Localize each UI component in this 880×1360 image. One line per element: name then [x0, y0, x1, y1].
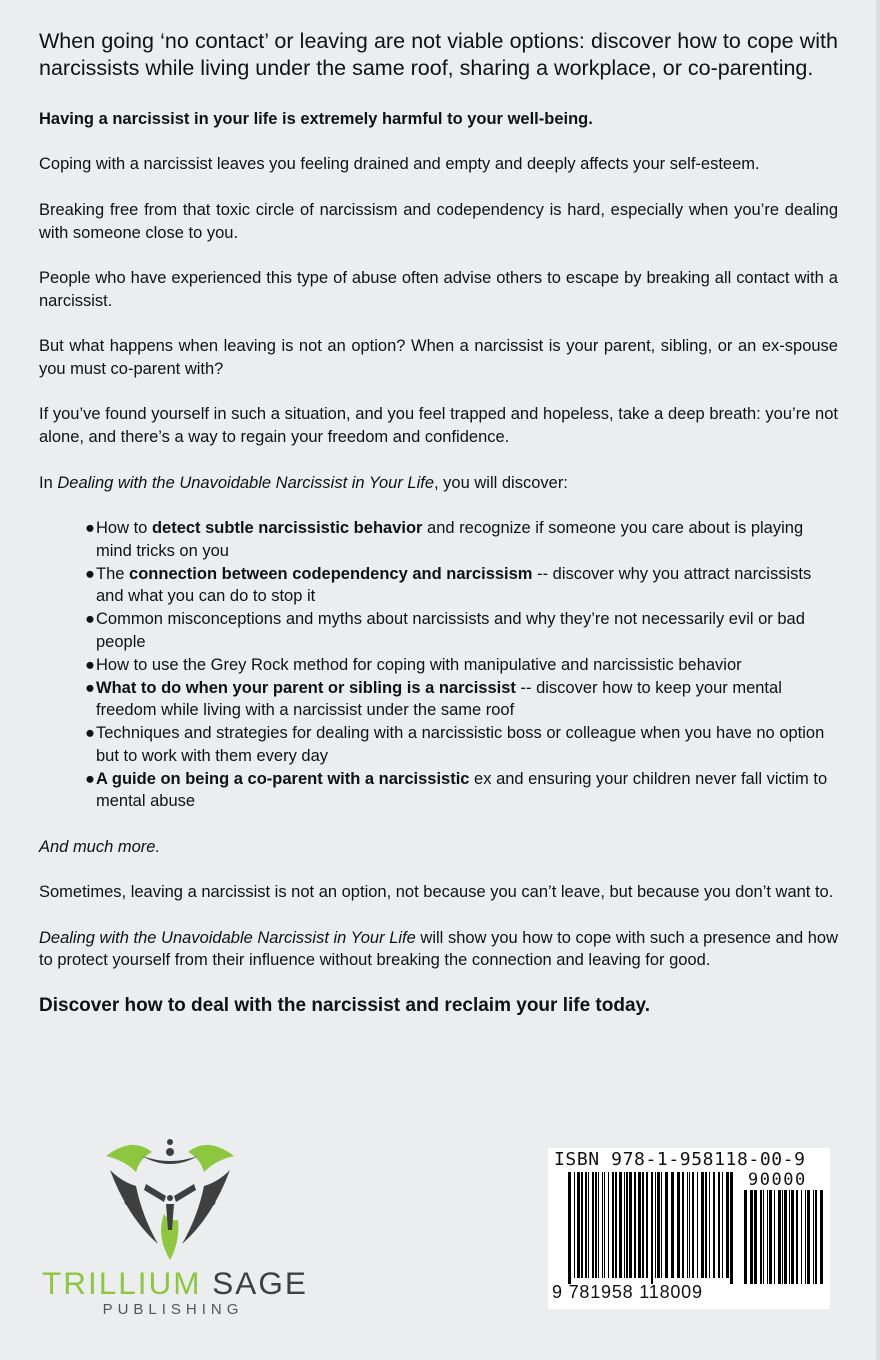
barcode-bar: [815, 1190, 817, 1284]
barcode-bar: [626, 1172, 628, 1278]
barcode-bar: [615, 1172, 617, 1278]
bullet-icon: ●: [85, 518, 95, 537]
barcode-bar: [807, 1190, 810, 1284]
barcode-bar: [782, 1190, 783, 1284]
barcode-bar: [767, 1190, 768, 1284]
paragraph-much-more: And much more.: [39, 837, 161, 856]
barcode-bar: [730, 1172, 733, 1284]
barcode-bar: [774, 1190, 775, 1284]
paragraph-drained: Coping with a narcissist leaves you feeling drained and empty and deeply affects your self-esteem.: [39, 155, 760, 174]
bullet-icon: ●: [85, 564, 95, 583]
barcode-bar: [760, 1190, 762, 1284]
barcode-bar: [604, 1172, 605, 1278]
ean-digits: 9 781958 118009: [552, 1282, 703, 1302]
barcode-bar: [813, 1190, 814, 1284]
barcode-bar: [595, 1172, 597, 1278]
list-item-bold: What to do when your parent or sibling is a narcissist: [96, 678, 516, 697]
lead-paragraph: When going ‘no contact’ or leaving are not viable options: discover how to cope with narcissists while living under the same roof, sharing a workplace, or co-parenting.: [39, 29, 838, 80]
barcode-bar: [661, 1172, 662, 1278]
list-item: [85, 722, 838, 768]
bullet-icon: ●: [85, 769, 95, 788]
list-item: [85, 608, 838, 654]
barcode-bar: [713, 1172, 715, 1278]
list-item-bold: detect subtle narcissistic behavior: [151, 518, 423, 537]
bullet-icon: ●: [85, 724, 95, 743]
barcode-bar: [763, 1190, 764, 1284]
paragraph-dont-want-to: Sometimes, leaving a narcissist is not an option, not because you can’t leave, but because you don’t want to.: [39, 883, 834, 902]
barcode-bar: [820, 1190, 823, 1284]
list-item-pre: Techniques and strategies for dealing with a narcissistic boss or colleague when you have no option but to work with them every day: [96, 724, 825, 765]
barcode-bar: [646, 1172, 648, 1278]
barcode-bar: [750, 1190, 753, 1284]
barcode-bar: [722, 1172, 723, 1278]
barcode-bar: [709, 1172, 710, 1278]
barcode-bar: [619, 1172, 622, 1278]
barcode-bar: [671, 1172, 674, 1278]
list-item-pre: How to use the Grey Rock method for coping with manipulative and narcissistic behavior: [96, 655, 742, 674]
barcode-bar: [585, 1172, 587, 1278]
barcode-bar: [612, 1172, 614, 1278]
barcode-bar: [689, 1172, 690, 1278]
cover-edge-shadow: [876, 0, 880, 1360]
list-item-post: and recognize if someone you care about is playing mind tricks on you: [96, 518, 804, 560]
barcode-bar: [789, 1190, 790, 1284]
list-item-pre: Common misconceptions and myths about narcissists and why they’re not necessarily evil or bad people: [96, 610, 805, 651]
barcode-bar: [754, 1190, 757, 1284]
barcode-bar: [692, 1172, 694, 1278]
barcode-bar: [642, 1172, 644, 1278]
list-item-pre: The: [96, 564, 130, 583]
barcode-bar: [577, 1172, 580, 1278]
barcode-bar: [718, 1172, 720, 1278]
paragraph-deep-breath: If you’ve found yourself in such a situation, and you feel trapped and hopeless, take a deep breath: you’re not alone, and there’s a way to regain your freedom and confidence.: [39, 405, 838, 447]
paragraph-will-show-rest: will show you how to cope with such a presence and how to protect yourself from their influence without breaking the connection and leaving for good.: [39, 928, 838, 970]
barcode-bar: [744, 1190, 747, 1284]
paragraph-will-show: [39, 927, 838, 973]
barcode-bar: [588, 1172, 589, 1278]
list-item-post: ex and ensuring your children never fall victim to mental abuse: [96, 769, 828, 811]
list-item-pre: How to: [96, 518, 152, 537]
barcode-bar: [726, 1172, 729, 1278]
barcode-bar: [655, 1172, 656, 1278]
barcode-bar: [638, 1172, 641, 1278]
discover-list: [39, 517, 838, 813]
barcode-bar: [769, 1190, 772, 1284]
list-item: [85, 768, 838, 814]
publisher-name: [42, 1265, 308, 1301]
list-item: [85, 677, 838, 723]
list-item: [85, 563, 838, 609]
barcode-bar: [657, 1172, 660, 1278]
list-item-post: -- discover how to keep your mental freedom while living with a narcissist under the same roof: [96, 678, 782, 720]
bullet-icon: ●: [85, 678, 95, 697]
barcode-bar: [598, 1172, 599, 1278]
barcode-bar: [629, 1172, 632, 1278]
barcode-bar: [784, 1190, 787, 1284]
barcode-bar: [602, 1172, 603, 1278]
barcode-bar: [665, 1172, 668, 1278]
intro-post: , you will discover:: [434, 473, 568, 492]
barcode-bar: [796, 1190, 798, 1284]
barcode-bar: [805, 1190, 806, 1284]
barcode-bar: [592, 1172, 594, 1278]
isbn-barcode: [548, 1148, 830, 1309]
list-item-bold: A guide on being a co-parent with a narcissistic: [96, 769, 470, 788]
barcode-bar: [677, 1172, 680, 1278]
closing-call-to-action: Discover how to deal with the narcissist and reclaim your life today.: [39, 994, 650, 1016]
paragraph-not-an-option: But what happens when leaving is not an option? When a narcissist is your parent, sibling, or an ex-spouse you must co-parent with?: [39, 337, 838, 378]
publisher-subtitle: PUBLISHING: [102, 1301, 244, 1318]
barcode-main-bars: [568, 1172, 733, 1284]
barcode-bar: [791, 1190, 794, 1284]
barcode-bar: [778, 1190, 781, 1284]
trillium-flower-icon: [106, 1138, 234, 1263]
barcode-bar: [624, 1172, 625, 1278]
bullet-icon: ●: [85, 655, 95, 674]
publisher-logo: [42, 1138, 308, 1324]
barcode-bar: [687, 1172, 688, 1278]
publisher-name-green: TRILLIUM: [42, 1265, 202, 1301]
book-title-inline: Dealing with the Unavoidable Narcissist in Your Life: [57, 473, 435, 492]
barcode-bar: [574, 1172, 575, 1278]
barcode-bar: [705, 1172, 707, 1278]
publisher-name-dark: SAGE: [212, 1265, 308, 1301]
list-item: [85, 517, 838, 563]
paragraph-harmful: Having a narcissist in your life is extremely harmful to your well-being.: [39, 110, 593, 128]
intro-pre: In: [39, 473, 58, 492]
barcode-bar: [608, 1172, 609, 1278]
paragraph-breaking-free: Breaking free from that toxic circle of narcissism and codependency is hard, especially when you’re dealing with someone close to you.: [39, 200, 838, 242]
barcode-bar: [568, 1172, 571, 1284]
bullet-icon: ●: [85, 610, 95, 629]
list-item-bold: connection between codependency and narcissism: [129, 564, 533, 583]
barcode-bar: [801, 1190, 802, 1284]
paragraph-discover-intro: [39, 472, 838, 495]
isbn-label: ISBN 978-1-958118-00-9: [554, 1149, 806, 1170]
paragraph-no-contact-advice: People who have experienced this type of abuse often advise others to escape by breaking all contact with a narcissist.: [39, 268, 838, 310]
barcode-bar: [682, 1172, 684, 1278]
barcode-bar: [581, 1172, 583, 1278]
barcode-bar: [701, 1172, 704, 1278]
barcode-bar: [651, 1172, 653, 1284]
price-code: 90000: [748, 1170, 807, 1190]
list-item: [85, 654, 838, 677]
barcode-addon-bars: [744, 1190, 823, 1284]
list-item-post: -- discover why you attract narcissists and what you can do to stop it: [96, 564, 812, 606]
back-cover-blurb: [39, 28, 838, 1040]
book-title-inline: Dealing with the Unavoidable Narcissist in Your Life: [39, 928, 416, 947]
barcode-bar: [634, 1172, 636, 1278]
barcode-bar: [697, 1172, 698, 1278]
